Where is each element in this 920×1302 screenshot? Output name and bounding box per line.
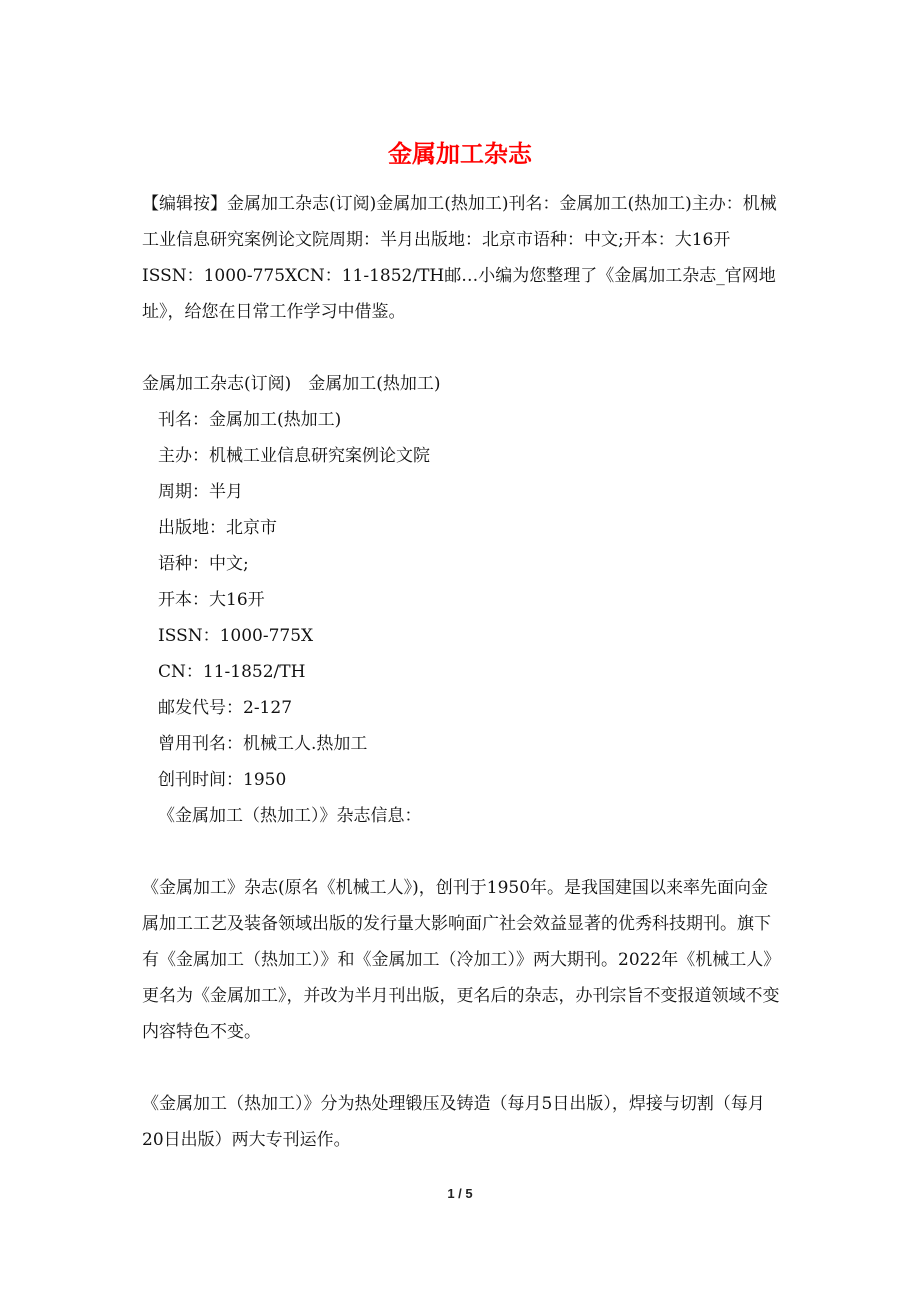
info-heading: 金属加工杂志(订阅) 金属加工(热加工) [142,374,441,394]
info-line-publish-place: 出版地：北京市 [158,518,277,538]
info-line-former-name: 曾用刊名：机械工人.热加工 [158,734,368,754]
info-line-journal-name: 刊名：金属加工(热加工) [158,410,342,430]
info-line-language: 语种：中文; [158,554,249,574]
body-paragraph-history: 《金属加工》杂志(原名《机械工人》)，创刊于1950年。是我国建国以来率先面向金属加工工艺及装备领域出版的发行量大影响面广社会效益显著的优秀科技期刊。旗下有《金属加工（热加工）》和《金属加工（冷加工）》两大期刊。2022年《机械工人》更名为《金属加工》，并改为半月刊出版，更名后的杂志，办刊宗旨不变报道领域不变内容特色不变。 [142,878,781,1042]
info-line-frequency: 周期：半月 [158,482,243,502]
info-line-cn: CN：11-1852/TH [158,662,306,682]
info-line-sponsor: 主办：机械工业信息研究案例论文院 [158,446,430,466]
info-line-issn: ISSN：1000-775X [158,626,314,646]
body-paragraph-sections: 《金属加工（热加工）》分为热处理锻压及铸造（每月5日出版），焊接与切割（每月20日出版）两大专刊运作。 [142,1094,765,1150]
info-line-section-label: 《金属加工（热加工）》杂志信息： [158,806,422,826]
intro-paragraph: 【编辑按】金属加工杂志(订阅)金属加工(热加工)刊名：金属加工(热加工)主办：机械工业信息研究案例论文院周期：半月出版地：北京市语种：中文;开本：大16开ISSN：1000-775XCN：11-1852/TH邮…小编为您整理了《金属加工杂志_官网地址》，给您在日常工作学习中借鉴。 [142,194,777,322]
info-line-format: 开本：大16开 [158,590,265,610]
page-number: 1 / 5 [447,1186,473,1201]
document-title: 金属加工杂志 [388,139,532,168]
info-line-founded: 创刊时间：1950 [158,770,287,790]
info-line-postal-code: 邮发代号：2-127 [158,698,293,718]
